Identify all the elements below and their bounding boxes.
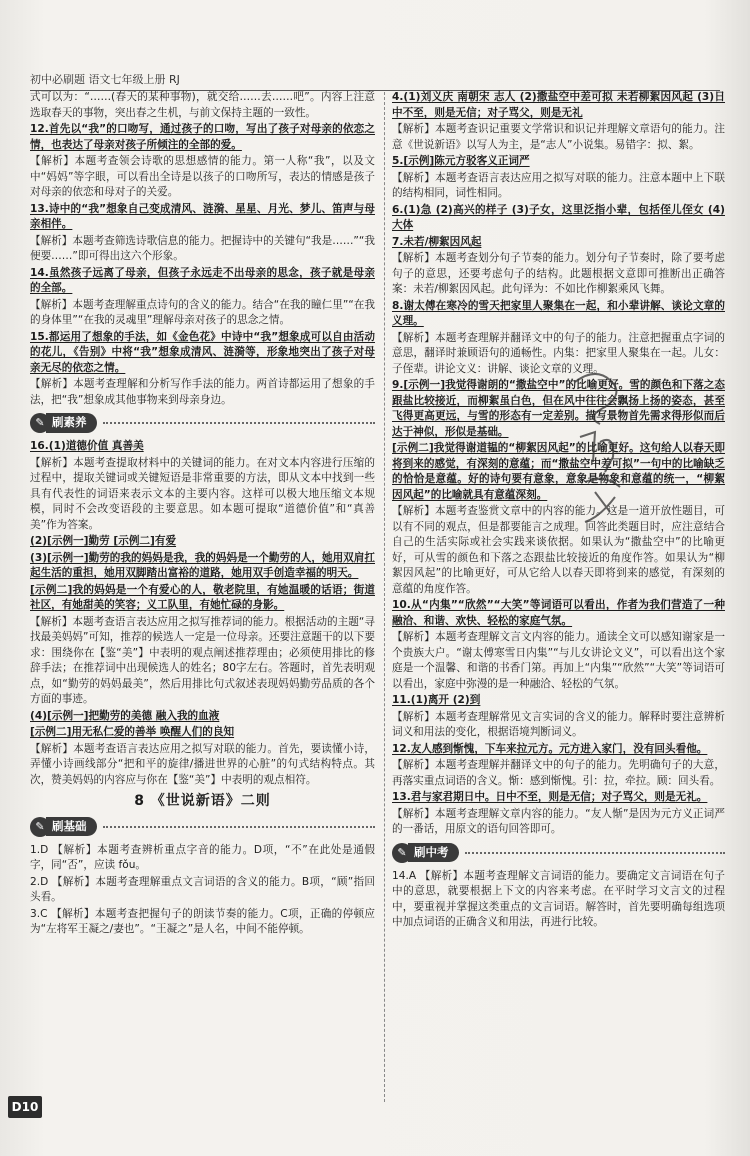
q12-answer: 12.友人感到惭愧，下车来拉元方。元方进入家门，没有回头看他。: [392, 742, 708, 755]
q16-3-answer-a: (3)[示例一]勤劳的我的妈妈是我，我的妈妈是一个勤劳的人，她用双肩扛起生活的重担，她用双脚踏出富裕的道路，她用双手创造幸福的明天。: [30, 551, 375, 579]
q13-analysis: 【解析】本题考查筛选诗歌信息的能力。把握诗中的关键句“我是……”“我便要……”即可得出这六个形象。: [30, 234, 375, 262]
banner-label: 刷基础: [46, 817, 97, 837]
banner-shuasuyang: [30, 412, 375, 434]
pen-icon: ✎: [392, 843, 412, 863]
banner-label: 刷中考: [408, 843, 459, 863]
q16-2-answer: (2)[示例一]勤劳 [示例二]有爱: [30, 535, 177, 547]
q4-analysis: 【解析】本题考查识记重要文学常识和识记并理解文章语句的能力。注意《世说新语》以写人为主，是“志人”小说集。易错字：拟、絮。: [392, 123, 725, 151]
banner-shuajichu: [30, 816, 375, 838]
q15-answer: 15.都运用了想象的手法，如《金色花》中诗中“我”想象成可以自由活动的花儿，《告别》中将“我”想象成清风、涟漪等，形象地突出了孩子对母亲无尽的依恋之情。: [30, 330, 375, 374]
q11-answer: 11.(1)离开 (2)到: [392, 694, 481, 706]
q4-answer: 4.(1)刘义庆 南朝宋 志人 (2)撒盐空中差可拟 未若柳絮因风起 (3)日中不至，则是无信；对子骂父，则是无礼: [392, 91, 725, 119]
q7-analysis: 【解析】本题考查划分句子节奏的能力。划分句子节奏时，除了要考虑句子的意思，还要考虑句子的结构。此题根据文意即可推断出正确答案：未若/柳絮因风起。此句译为：不如比作柳絮乘风飞舞。: [392, 252, 725, 295]
q9-answer-a: 9.[示例一]我觉得谢朗的“撒盐空中”的比喻更好。雪的颜色和下落之态跟盐比较接近，而柳絮虽白色，但在风中往往会飘扬上扬的姿态，甚至飞得更高更远，与雪的形态有一定差别。描写景物首先需求得形似而后达于神似，形似是基础。: [392, 379, 725, 438]
banner-label: 刷素养: [46, 413, 97, 433]
handwriting-scribble: [565, 362, 645, 542]
q16-4-answer-a: (4)[示例一]把勤劳的美德 融入我的血液: [30, 709, 220, 722]
q16-1-answer: 16.(1)道德价值 真善美: [30, 440, 144, 452]
right-column: [392, 90, 725, 932]
q5-analysis: 【解析】本题考查语言表达应用之拟写对联的能力。注意本题中上下联的结构相同，词性相同。: [392, 171, 725, 199]
q9-analysis: 【解析】本题考查鉴赏文章中的内容的能力。这是一道开放性题目，可以有不同的观点，但是都要能言之成理。回答此类题目时，应注意结合自己的生活实际或社会实践来谈依据。如果认为“撒盐空中”的比喻更好，可从雪的颜色和下落之态跟盐比较接近的角度作答。如果认为“柳絮因风起”的比喻更好，可从它给人以春天即将到来的感觉，有深刻的意蕴的角度作答。: [392, 505, 725, 595]
page-number: D10: [8, 1096, 42, 1118]
q13-answer: 13.诗中的“我”想象自己变成清风、涟漪、星星、月光、梦儿、笛声与母亲相伴。: [30, 202, 375, 230]
q11-analysis: 【解析】本题考查理解常见文言实词的含义的能力。解释时要注意辨析词义和用法的变化，根据语境判断词义。: [392, 710, 725, 738]
pen-icon: ✎: [30, 817, 50, 837]
pen-icon: ✎: [30, 413, 50, 433]
q1-answer: 1.D 【解析】本题考查辨析重点字音的能力。D项，“不”在此处是通假字，同“否”，应读 fǒu。: [30, 843, 375, 871]
q2-answer: 2.D 【解析】本题考查理解重点文言词语的含义的能力。B项，“顾”指回头看。: [30, 875, 375, 903]
q6-answer: 6.(1)急 (2)高兴的样子 (3)子女，这里泛指小辈，包括侄儿侄女 (4)大体: [392, 203, 725, 231]
left-column: [30, 90, 375, 939]
q15-analysis: 【解析】本题考查理解和分析写作手法的能力。两首诗都运用了想象的手法，把“我”想象成其他事物来到母亲身边。: [30, 378, 375, 406]
q12-analysis: 【解析】本题考查领会诗歌的思想感情的能力。第一人称“我”，以及文中“妈妈”等字眼，可以看出全诗是以孩子的口吻所写，表达的情感是孩子对母亲的依恋和母对子的关爱。: [30, 155, 375, 198]
q16-4-answer-b: [示例二]用无私仁爱的善举 唤醒人们的良知: [30, 726, 235, 738]
q16-3-analysis: 【解析】本题考查语言表达应用之拟写推荐词的能力。根据活动的主题“寻找最美妈妈”可知，推荐的候选人一定是一位母亲。还要注意题干的以下要求：围绕你在【鉴“美”】中表明的观点阐述推荐理由；必须使用排比的修辞手法；在推荐词中出现候选人的姓名；80字左右。答题时，首先表明观点，如“勤劳的妈妈最美”，然后用排比句式叙述表现妈妈勤劳品质的各个方面的事迹。: [30, 615, 375, 705]
q10-analysis: 【解析】本题考查理解文言文内容的能力。通读全文可以感知谢家是一个贵族大户。“谢太傅寒雪日内集”“与儿女讲论文义”，可以看出这个家庭是一个温馨、和谐的书香门第。再加上“内集”“欣然”“大笑”等词语可以看出，家庭中弥漫的是一种融洽、轻松的气氛。: [392, 631, 725, 690]
q9-answer-b: [示例二]我觉得谢道韫的“柳絮因风起”的比喻更好。这句给人以春天即将到来的感觉，有深刻的意蕴；而“撒盐空中差可拟”一句中的比喻缺乏的恰恰是意蕴。好的诗句要有意象，意象是物象和意蕴的统一，“柳絮因风起”的比喻就具有意蕴深刻。: [392, 442, 725, 501]
q8-analysis: 【解析】本题考查理解并翻译文中的句子的能力。注意把握重点字词的意思，翻译时兼顾语句的通畅性。内集：把家里人聚集在一起。儿女：子侄辈。讲论文义：讲解、谈论文章的义理。: [392, 331, 725, 375]
q14-answer: 14.A 【解析】本题考查理解文言词语的能力。要确定文言词语在句子中的意思，就要根据上下文的内容来考虑。在平时学习文言文的过程中，要重视并掌握这类重点的文言词语。解答时，首先要明确每组选项中加点词语的正确含义和用法，再进行比较。: [392, 869, 725, 928]
q12-answer: 12.首先以“我”的口吻写，通过孩子的口吻，写出了孩子对母亲的依恋之情，也表达了母亲对孩子所倾注的全部的爱。: [30, 123, 375, 151]
q7-answer: 7.未若/柳絮因风起: [392, 235, 482, 248]
q11-continued: 式可以为：“……(春天的某种事物)，就交给……去……吧”。内容上注意选取春天的事物，突出春之生机，与前文保持主题的一致性。: [30, 91, 375, 119]
q10-answer: 10.从“内集”“欣然”“大笑”等词语可以看出，作者为我们营造了一种融洽、和谐、欢快、轻松的家庭气氛。: [392, 599, 725, 627]
q16-4-analysis: 【解析】本题考查语言表达应用之拟写对联的能力。首先，要读懂小诗，弄懂小诗画线部分“把和平的旋律/播进世界的心脏”的句式结构特点。其次，赞美妈妈的内容应与你在【鉴“美”】中表明的观点相符。: [30, 742, 375, 786]
q12-analysis: 【解析】本题考查理解并翻译文中的句子的能力。先明确句子的大意，再落实重点词语的含义。惭：感到惭愧。引：拉，牵拉。顾：回头看。: [392, 759, 725, 787]
q14-analysis: 【解析】本题考查理解重点诗句的含义的能力。结合“在我的瞳仁里”“在我的身体里”“在我的灵魂里”理解母亲对孩子的思念之情。: [30, 298, 375, 326]
column-divider: [384, 92, 385, 1102]
q16-3-answer-b: [示例二]我的妈妈是一个有爱心的人，敬老院里，有她温暖的话语；街道社区，有她甜美的笑容；义工队里，有她忙碌的身影。: [30, 583, 375, 611]
page-header: 初中必刷题 语文七年级上册 RJ: [30, 71, 720, 91]
banner-shuazhongkao: [392, 842, 725, 864]
q5-answer: 5.[示例]陈元方驳客义正词严: [392, 155, 530, 167]
q14-answer: 14.虽然孩子远离了母亲，但孩子永远走不出母亲的思念，孩子就是母亲的全部。: [30, 266, 375, 294]
q13-analysis: 【解析】本题考查理解文章内容的能力。“友人惭”是因为元方义正词严的一番话，用原文的语句回答即可。: [392, 807, 725, 835]
q8-answer: 8.谢太傅在寒冷的雪天把家里人聚集在一起，和小辈讲解、谈论文章的义理。: [392, 299, 725, 327]
q3-answer: 3.C 【解析】本题考查把握句子的朗读节奏的能力。C项，正确的停顿应为“左将军王凝之/妻也”。“王凝之”是人名，中间不能停顿。: [30, 907, 375, 935]
section-title: 8 《世说新语》二则: [134, 793, 271, 809]
q16-1-analysis: 【解析】本题考查提取材料中的关键词的能力。在对文本内容进行压缩的过程中，提取关键词或关键短语是非常重要的方法，即从文本中找到一些具有代表性的词语来表示文本的主要内容。这样可以极大地压缩文本规模，同时不会改变语段的主要意思。如本题可提取“道德价值”和“真善美”作为答案。: [30, 456, 375, 531]
q13-answer: 13.君与家君期日中。日中不至，则是无信；对子骂父，则是无礼。: [392, 791, 708, 803]
